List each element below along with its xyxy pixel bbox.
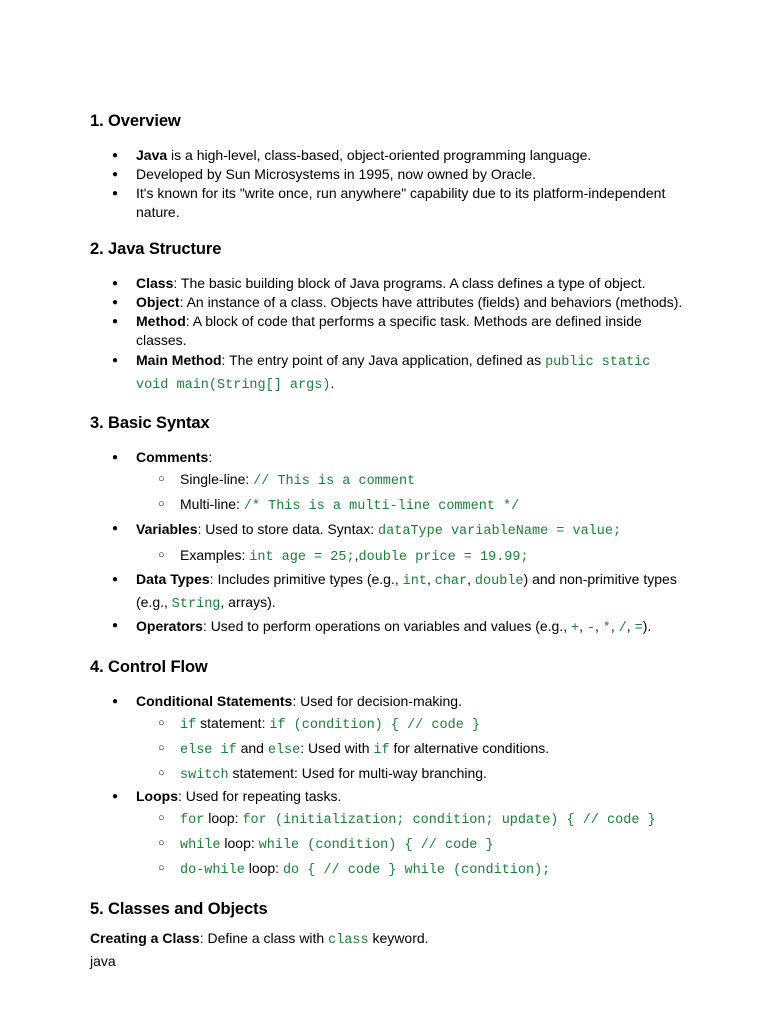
section-classes-objects (90, 898, 690, 971)
item-text: : A block of code that performs a specific task. Methods are defined inside classes. (136, 313, 642, 348)
section-control-flow (90, 656, 690, 882)
sublist-item (90, 737, 690, 762)
item-text: , arrays). (220, 594, 276, 610)
list-item (90, 569, 690, 615)
item-text: : Used for repeating tasks. (178, 788, 342, 804)
section-overview (90, 110, 690, 222)
item-text: . (330, 375, 335, 391)
conditional-sublist (136, 712, 690, 787)
code-snippet: - (586, 621, 596, 636)
term-conditional: Conditional Statements (136, 693, 293, 709)
item-text: , (426, 571, 435, 587)
item-text: , (626, 618, 635, 634)
item-text: Multi-line: (180, 496, 244, 512)
list-item (90, 146, 690, 165)
loops-sublist (136, 807, 690, 882)
list-item (90, 312, 690, 350)
item-text: It's known for its "write once, run anywhere" capability due to its platform-independent nature. (136, 185, 666, 220)
sublist-item (90, 493, 690, 518)
item-text: is a high-level, class-based, object-oriented programming language. (167, 147, 592, 163)
code-snippet: switch (180, 768, 229, 783)
list-item (90, 184, 690, 222)
sublist-item (90, 832, 690, 857)
item-text: Developed by Sun Microsystems in 1995, now owned by Oracle. (136, 166, 536, 182)
section-heading-structure: 2. Java Structure (90, 240, 222, 258)
item-text: , (467, 571, 475, 587)
code-snippet: while (condition) { // code } (258, 838, 494, 853)
item-text: : Used to store data. Syntax: (197, 521, 379, 537)
code-snippet: else (267, 743, 301, 758)
code-snippet: int age = 25; (249, 550, 355, 565)
item-text: : The basic building block of Java programs. A class defines a type of object. (173, 275, 646, 291)
item-text: , (610, 618, 619, 634)
item-text: : The entry point of any Java application, defined as (221, 352, 546, 368)
item-text: loop: (244, 860, 283, 876)
item-text: , (354, 547, 359, 563)
document-content (90, 110, 690, 971)
section-heading-control: 4. Control Flow (90, 658, 208, 676)
item-text: statement: Used for multi-way branching. (228, 765, 487, 781)
term-loops: Loops (136, 788, 178, 804)
item-text: loop: (220, 835, 259, 851)
term-java: Java (136, 147, 168, 163)
item-text: : (208, 449, 213, 465)
code-snippet: else if (180, 743, 237, 758)
code-snippet: double price = 19.99; (358, 550, 529, 565)
term-main-method: Main Method (136, 352, 222, 368)
item-text: loop: (204, 810, 243, 826)
item-text: : Used for decision-making. (292, 693, 462, 709)
item-text: ) and non-primitive types (e.g., (136, 571, 677, 610)
term-creating-class: Creating a Class (90, 930, 200, 946)
code-snippet: = (634, 621, 643, 636)
item-text: , (595, 618, 603, 634)
code-snippet: double (474, 574, 524, 589)
code-snippet: /* This is a multi-line comment */ (243, 499, 520, 514)
code-snippet: for (initialization; condition; update) { // code } (242, 813, 656, 828)
list-item (90, 787, 690, 882)
control-list (90, 692, 690, 882)
term-method: Method (136, 313, 186, 329)
code-snippet: if (373, 743, 390, 758)
code-snippet: if (180, 718, 197, 733)
code-snippet: // This is a comment (253, 474, 416, 489)
code-snippet: public static void main(String[] args) (136, 355, 651, 393)
code-snippet: char (434, 574, 468, 589)
list-item (90, 293, 690, 312)
item-text: ). (642, 618, 652, 634)
item-text: : Includes primitive types (e.g., (209, 571, 403, 587)
code-snippet: String (171, 597, 221, 612)
list-item (90, 518, 690, 569)
item-text: , (579, 618, 587, 634)
list-item (90, 615, 690, 640)
list-item (90, 165, 690, 184)
item-text: : Used to perform operations on variables and values (e.g., (202, 618, 572, 634)
term-variables: Variables (136, 521, 198, 537)
section-heading-classes: 5. Classes and Objects (90, 900, 268, 918)
term-class: Class (136, 275, 174, 291)
sublist-item (90, 807, 690, 832)
term-object: Object (136, 294, 180, 310)
section-heading-syntax: 3. Basic Syntax (90, 414, 210, 432)
section-heading-overview: 1. Overview (90, 112, 181, 130)
section-java-structure (90, 238, 690, 396)
code-snippet: int (402, 574, 427, 589)
code-language-label: java (90, 953, 116, 969)
list-item (90, 350, 690, 396)
item-text: Single-line: (180, 471, 254, 487)
item-text: : Used with (300, 740, 374, 756)
code-snippet: while (180, 838, 221, 853)
overview-list (90, 146, 690, 222)
code-snippet: class (328, 933, 369, 948)
structure-list (90, 274, 690, 396)
variables-sublist (136, 544, 690, 569)
term-comments: Comments (136, 449, 209, 465)
term-operators: Operators (136, 618, 203, 634)
list-item (90, 448, 690, 518)
code-snippet: dataType variableName = value; (378, 524, 622, 539)
syntax-list (90, 448, 690, 640)
item-text: : An instance of a class. Objects have attributes (fields) and behaviors (methods). (179, 294, 683, 310)
code-snippet: + (571, 621, 580, 636)
code-snippet: if (condition) { // code } (269, 718, 480, 733)
sublist-item (90, 468, 690, 493)
paragraph-creating-class (90, 928, 690, 951)
item-text: statement: (196, 715, 270, 731)
item-text: Examples: (180, 547, 250, 563)
section-basic-syntax (90, 412, 690, 640)
code-snippet: * (602, 621, 611, 636)
code-snippet: / (618, 621, 627, 636)
list-item (90, 692, 690, 787)
sublist-item (90, 762, 690, 787)
item-text: and (236, 740, 268, 756)
code-snippet: do-while (180, 863, 245, 878)
code-snippet: for (180, 813, 205, 828)
sublist-item (90, 857, 690, 882)
sublist-item (90, 544, 690, 569)
comments-sublist (136, 468, 690, 518)
code-snippet: do { // code } while (condition); (282, 863, 551, 878)
term-data-types: Data Types (136, 571, 210, 587)
list-item (90, 274, 690, 293)
item-text: keyword. (368, 930, 429, 946)
sublist-item (90, 712, 690, 737)
item-text: : Define a class with (199, 930, 329, 946)
item-text: for alternative conditions. (389, 740, 550, 756)
